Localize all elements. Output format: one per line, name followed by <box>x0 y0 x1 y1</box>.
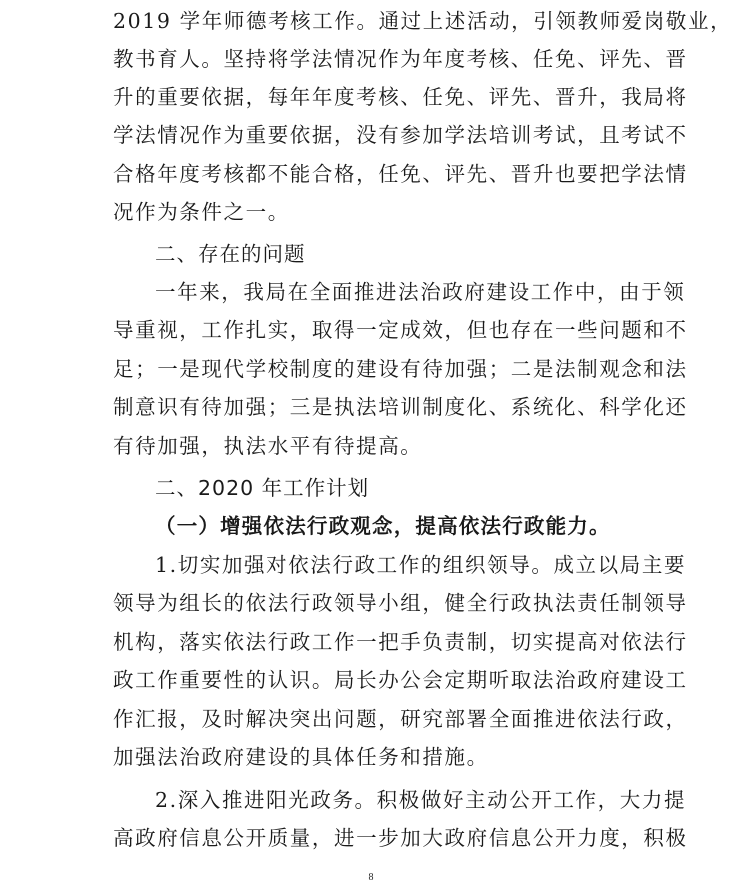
text-line: 有待加强，执法水平有待提高。 <box>113 434 423 458</box>
text-line: 导重视，工作扎实，取得一定成效，但也存在一些问题和不 <box>113 318 688 342</box>
text-line: 领导为组长的依法行政领导小组，健全行政执法责任制领导 <box>113 591 688 615</box>
text-line: 升的重要依据，每年年度考核、任免、评先、晋升，我局将 <box>113 85 688 109</box>
subheading-1: （一）增强依法行政观念，提高依法行政能力。 <box>155 514 611 538</box>
text-line: 高政府信息公开质量，进一步加大政府信息公开力度，积极 <box>113 826 688 850</box>
text-line: 足；一是现代学校制度的建设有待加强；二是法制观念和法 <box>113 357 688 381</box>
text-line: 政工作重要性的认识。局长办公会定期听取法治政府建设工 <box>113 668 688 692</box>
text-line: 2.深入推进阳光政务。积极做好主动公开工作，大力提 <box>155 788 687 812</box>
text-line: 1.切实加强对依法行政工作的组织领导。成立以局主要 <box>155 553 687 577</box>
text-line: 教书育人。坚持将学法情况作为年度考核、任免、评先、晋 <box>113 47 688 71</box>
text-line: 加强法治政府建设的具体任务和措施。 <box>113 745 489 769</box>
text-line: 制意识有待加强；三是执法培训制度化、系统化、科学化还 <box>113 395 688 419</box>
text-line: 况作为条件之一。 <box>113 200 290 224</box>
text-line: 2019 学年师德考核工作。通过上述活动，引领教师爱岗敬业， <box>113 9 733 33</box>
text-line: 机构，落实依法行政工作一把手负责制，切实提高对依法行 <box>113 630 688 654</box>
text-line: 合格年度考核都不能合格，任免、评先、晋升也要把学法情 <box>113 162 688 186</box>
text-line: 一年来，我局在全面推进法治政府建设工作中，由于领 <box>155 280 686 304</box>
section-heading-issues: 二、存在的问题 <box>155 242 306 266</box>
page-number: 8 <box>368 872 374 883</box>
text-line: 学法情况作为重要依据，没有参加学法培训考试，且考试不 <box>113 123 688 147</box>
section-heading-plan: 二、2020 年工作计划 <box>155 476 370 500</box>
text-line: 作汇报，及时解决突出问题，研究部署全面推进依法行政， <box>113 707 688 731</box>
